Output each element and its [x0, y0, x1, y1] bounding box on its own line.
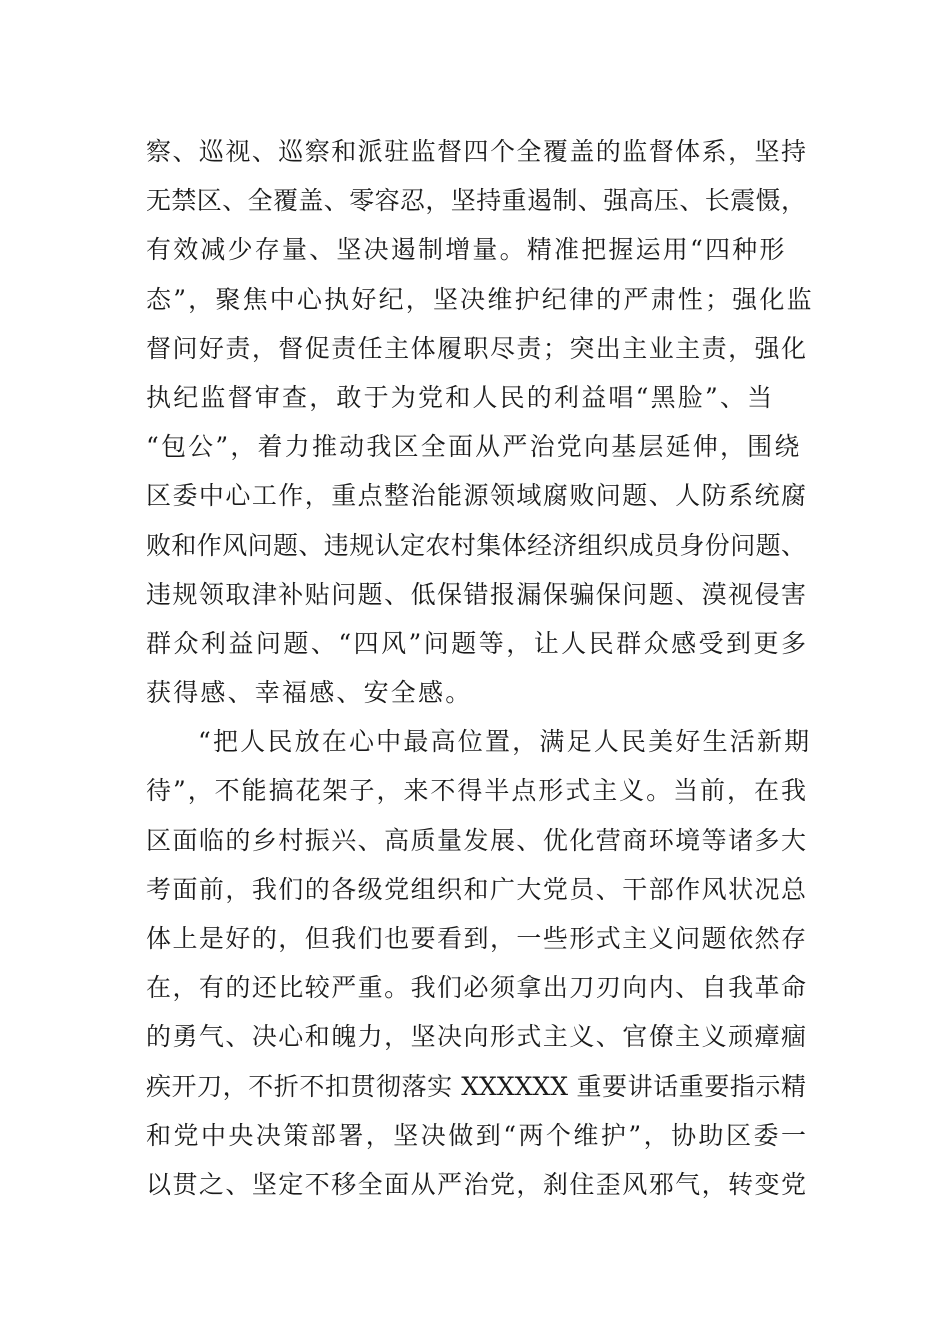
text-line: 体上是好的，但我们也要看到，一些形式主义问题依然存 — [146, 924, 806, 953]
text-line: 和党中央决策部署，坚决做到“两个维护”，协助区委一 — [146, 1120, 806, 1150]
body-text — [146, 127, 814, 1209]
text-line: 群众利益问题、“四风”问题等，让人民群众感受到更多 — [146, 628, 806, 658]
text-line: 无禁区、全覆盖、零容忍，坚持重遏制、强高压、长震慑， — [146, 186, 806, 216]
text-line: 在，有的还比较严重。我们必须拿出刀刃向内、自我革命 — [146, 973, 806, 1003]
text-line: 考面前，我们的各级党组织和广大党员、干部作风状况总 — [146, 874, 806, 904]
text-line: 待”，不能搞花架子，来不得半点形式主义。当前，在我 — [146, 776, 806, 806]
text-line: “包公”，着力推动我区全面从严治党向基层延伸，围绕 — [146, 432, 802, 462]
text-line: 以贯之、坚定不移全面从严治党，刹住歪风邪气，转变党 — [146, 1169, 806, 1199]
text-line: 区委中心工作，重点整治能源领域腐败问题、人防系统腐 — [146, 481, 806, 511]
text-line: 区面临的乡村振兴、高质量发展、优化营商环境等诸多大 — [146, 825, 806, 855]
text-line: 获得感、幸福感、安全感。 — [146, 678, 473, 708]
text-line: 败和作风问题、违规认定农村集体经济组织成员身份问题、 — [146, 530, 806, 560]
text-line: 执纪监督审查，敢于为党和人民的利益唱“黑脸”、当 — [146, 382, 775, 412]
text-line: 督问好责，督促责任主体履职尽责；突出主业主责，强化 — [146, 333, 806, 363]
text-line: 违规领取津补贴问题、低保错报漏保骗保问题、漠视侵害 — [146, 579, 806, 609]
text-line: 态”，聚焦中心执好纪，坚决维护纪律的严肃性；强化监 — [146, 284, 814, 314]
paragraph-first-line: “把人民放在心中最高位置，满足人民美好生活新期 — [198, 727, 812, 757]
text-line: 的勇气、决心和魄力，坚决向形式主义、官僚主义顽瘴痼 — [146, 1022, 806, 1052]
text-line: 有效减少存量、坚决遏制增量。精准把握运用“四种形 — [146, 235, 787, 265]
text-line: 察、巡视、巡察和派驻监督四个全覆盖的监督体系，坚持 — [146, 137, 806, 166]
text-line: 疾开刀，不折不扣贯彻落实 XXXXXX 重要讲话重要指示精 — [146, 1071, 806, 1101]
